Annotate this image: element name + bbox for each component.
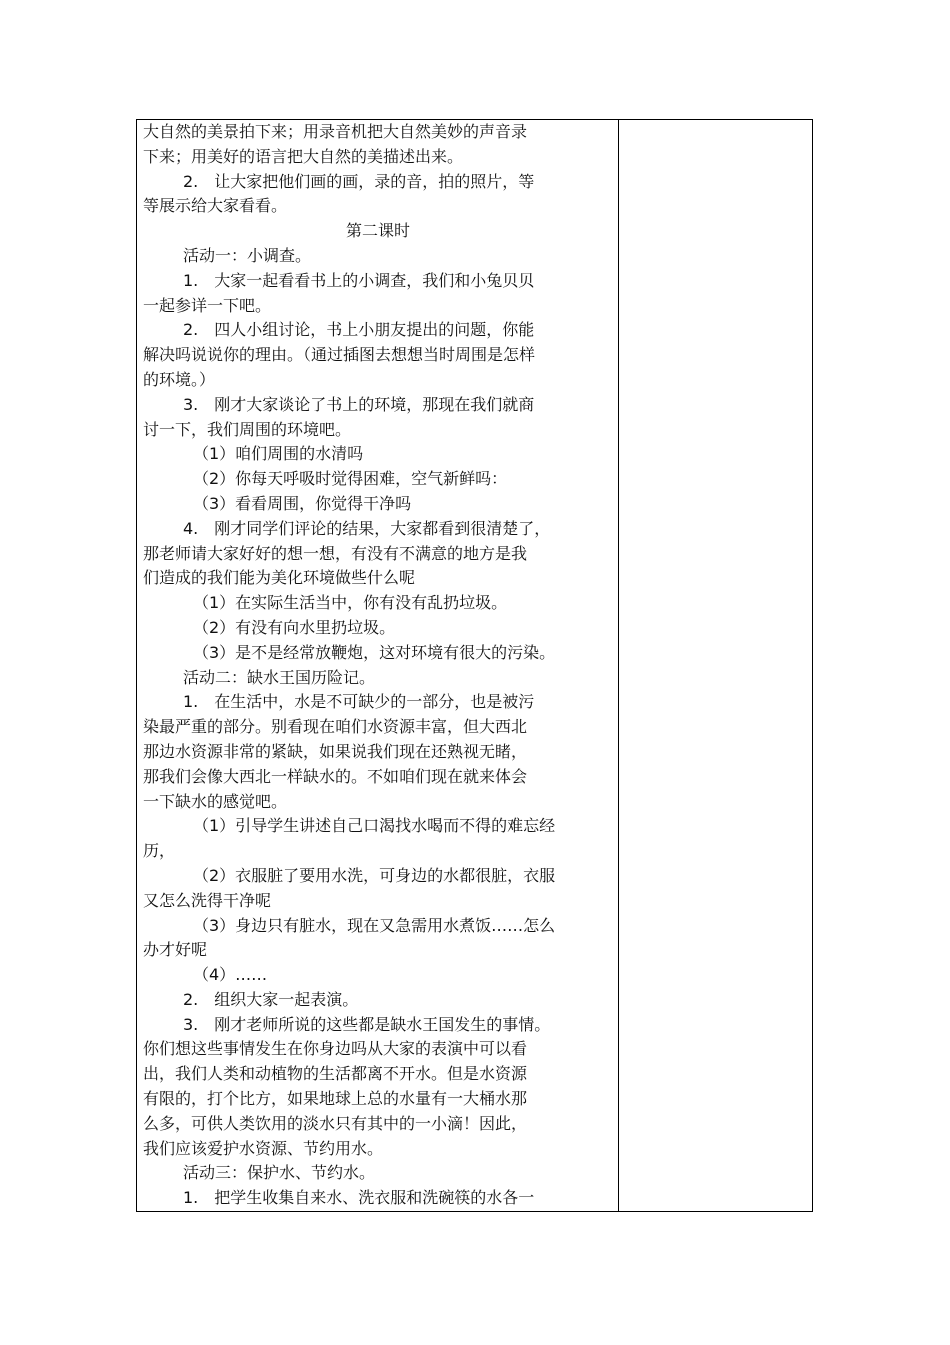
- text-line: 大自然的美景拍下来；用录音机把大自然美妙的声音录: [143, 122, 528, 141]
- lesson-content-cell: [143, 120, 613, 1211]
- text-line: 的环境。）: [143, 369, 216, 389]
- lesson-plan-table: [136, 119, 813, 1212]
- text-line: 那边水资源非常的紧缺，如果说我们现在还熟视无睹，: [143, 741, 528, 761]
- activity-heading: 活动一：小调查。: [183, 245, 312, 265]
- column-divider: [618, 120, 619, 1211]
- text-line: 3. 刚才老师所说的这些都是缺水王国发生的事情。: [183, 1014, 551, 1034]
- text-line: 染最严重的部分。别看现在咱们水资源丰富，但大西北: [143, 717, 528, 737]
- text-line: 1. 把学生收集自来水、洗衣服和洗碗筷的水各一: [183, 1188, 535, 1208]
- text-line: （4）……: [193, 965, 268, 985]
- text-line: 一下缺水的感觉吧。: [143, 791, 288, 811]
- activity-heading: 活动二：缺水王国历险记。: [183, 667, 376, 687]
- text-line: 我们应该爱护水资源、节约用水。: [143, 1138, 384, 1158]
- text-line: 下来；用美好的语言把大自然的美描述出来。: [143, 146, 464, 166]
- text-line: （2）有没有向水里扔垃圾。: [193, 617, 396, 637]
- text-line: （1）引导学生讲述自己口渴找水喝而不得的难忘经: [193, 816, 556, 836]
- text-line: 么多，可供人类饮用的淡水只有其中的一小滴！因此，: [143, 1113, 528, 1133]
- text-line: 1. 在生活中，水是不可缺少的一部分，也是被污: [183, 692, 535, 712]
- text-line: 2. 让大家把他们画的画，录的音，拍的照片，等: [183, 171, 535, 191]
- text-line: 出，我们人类和动植物的生活都离不开水。但是水资源: [143, 1064, 528, 1084]
- text-line: 4. 刚才同学们评论的结果，大家都看到很清楚了，: [183, 518, 551, 538]
- text-line: 历，: [143, 841, 176, 861]
- text-line: 1. 大家一起看看书上的小调查，我们和小兔贝贝: [183, 270, 535, 290]
- text-line: 解决吗说说你的理由。（通过插图去想想当时周围是怎样: [143, 345, 536, 365]
- text-line: （3）看看周围，你觉得干净吗: [193, 493, 412, 513]
- text-line: 你们想这些事情发生在你身边吗从大家的表演中可以看: [143, 1039, 528, 1059]
- section-heading: 第二课时: [345, 221, 410, 241]
- text-line: 一起参详一下吧。: [143, 295, 272, 315]
- text-line: （3）是不是经常放鞭炮，这对环境有很大的污染。: [193, 642, 556, 662]
- text-line: 2. 四人小组讨论，书上小朋友提出的问题，你能: [183, 320, 535, 340]
- text-line: （3）身边只有脏水，现在又急需用水煮饭……怎么: [193, 915, 556, 935]
- text-line: 3. 刚才大家谈论了书上的环境，那现在我们就商: [183, 394, 535, 414]
- text-line: 等展示给大家看看。: [143, 196, 288, 216]
- text-line: 讨一下，我们周围的环境吧。: [143, 419, 352, 439]
- text-line: （1）咱们周围的水清吗: [193, 444, 364, 464]
- text-line: （2）衣服脏了要用水洗，可身边的水都很脏，衣服: [193, 865, 556, 885]
- text-line: 2. 组织大家一起表演。: [183, 989, 359, 1009]
- text-line: 办才好呢: [143, 940, 208, 960]
- text-line: 有限的，打个比方，如果地球上总的水量有一大桶水那: [143, 1089, 528, 1109]
- text-line: 那老师请大家好好的想一想，有没有不满意的地方是我: [143, 543, 528, 563]
- text-line: 又怎么洗得干净呢: [143, 890, 272, 910]
- text-line: （1）在实际生活当中，你有没有乱扔垃圾。: [193, 593, 508, 613]
- text-line: （2）你每天呼吸时觉得困难，空气新鲜吗：: [193, 469, 508, 489]
- text-line: 们造成的我们能为美化环境做些什么呢: [143, 568, 416, 588]
- text-line: 那我们会像大西北一样缺水的。不如咱们现在就来体会: [143, 766, 528, 786]
- activity-heading: 活动三：保护水、节约水。: [183, 1163, 376, 1183]
